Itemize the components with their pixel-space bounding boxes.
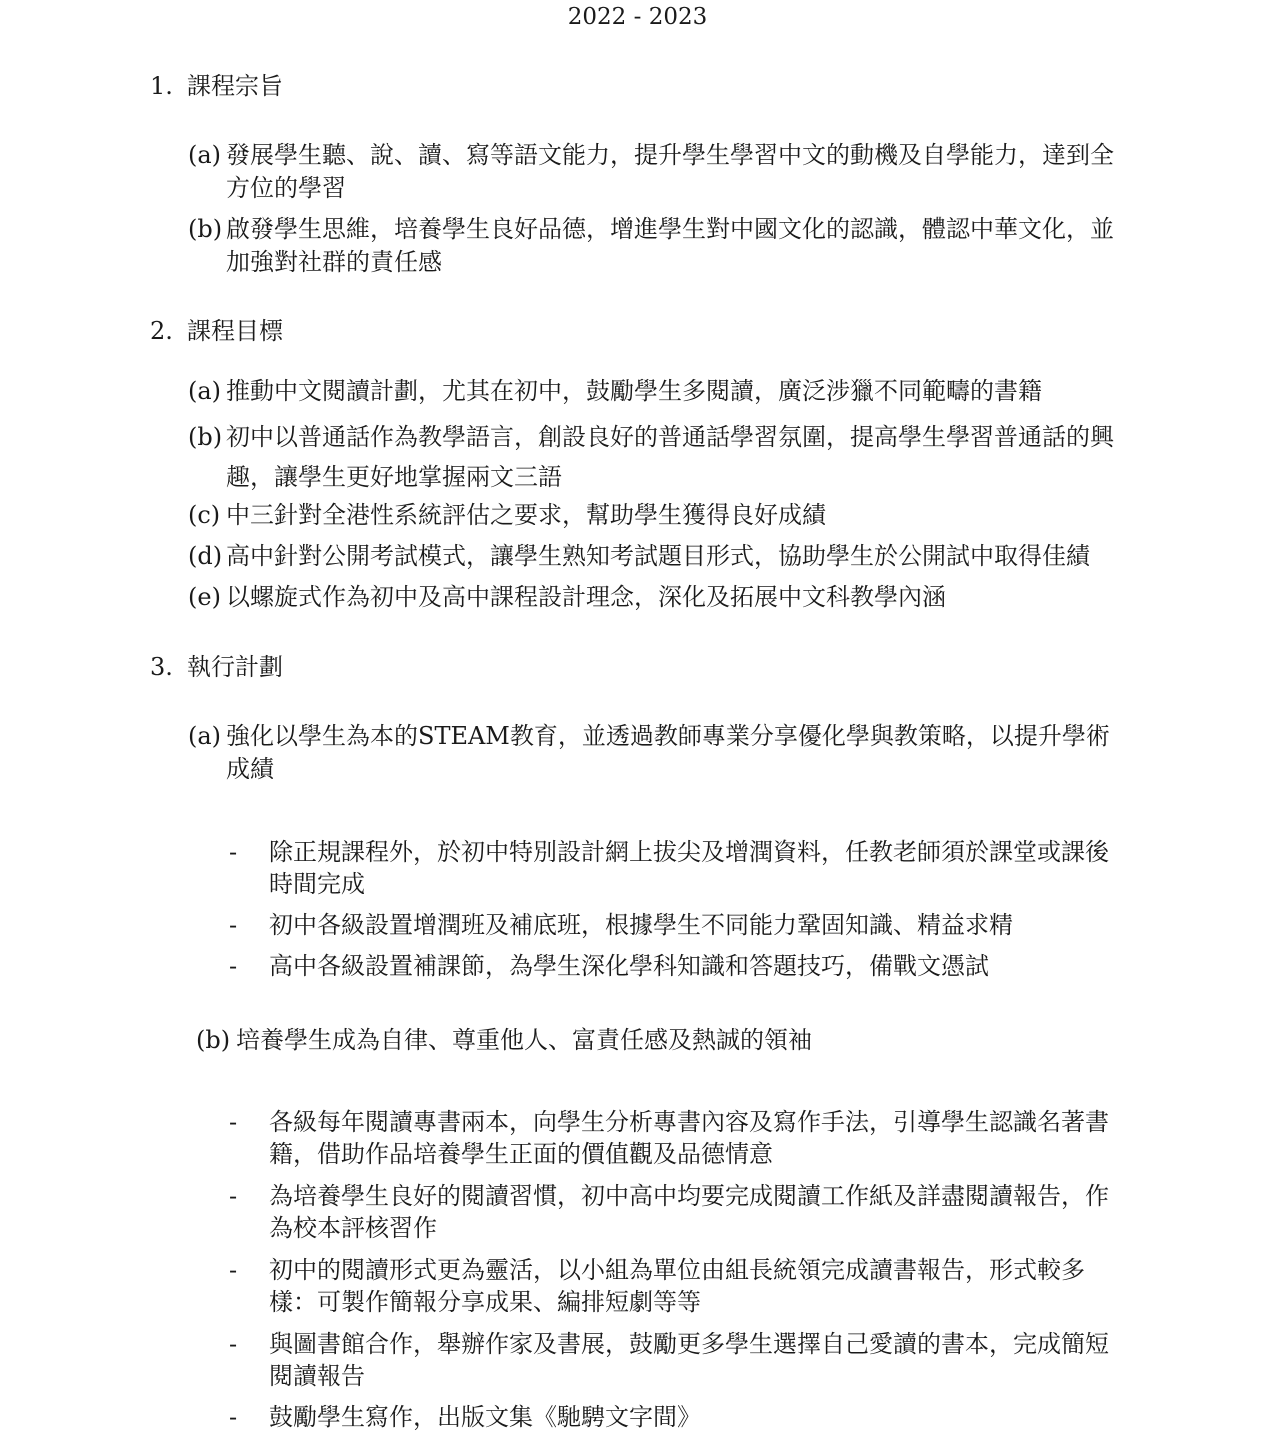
bullet-marker: - <box>229 911 238 939</box>
list-item <box>188 720 1133 786</box>
bullet-marker: - <box>229 1182 238 1210</box>
item-text: 發展學生聽、說、讀、寫等語文能力，提升學生學習中文的動機及自學能力，達到全方位的學習 <box>226 141 1114 202</box>
section-number: 1. <box>150 72 173 100</box>
section-heading <box>150 647 283 682</box>
section-heading <box>150 66 283 101</box>
list-item <box>196 1024 1141 1057</box>
bullet-marker: - <box>229 952 238 980</box>
section-number: 2. <box>150 317 173 345</box>
section-title: 課程宗旨 <box>187 72 283 100</box>
item-label: (a) <box>188 722 222 750</box>
bullet-text: 鼓勵學生寫作，出版文集《馳騁文字間》 <box>269 1403 701 1431</box>
bullet-item <box>229 1401 1129 1433</box>
item-label: (d) <box>188 542 223 570</box>
item-text: 強化以學生為本的STEAM教育，並透過教師專業分享優化學與教策略，以提升學術成績 <box>226 722 1110 783</box>
list-item <box>188 499 1133 532</box>
bullet-item <box>229 1106 1129 1170</box>
section-title: 課程目標 <box>187 317 283 345</box>
bullet-text: 初中各級設置增潤班及補底班，根據學生不同能力鞏固知識、精益求精 <box>269 911 1013 939</box>
bullet-text: 高中各級設置補課節，為學生深化學科知識和答題技巧，備戰文憑試 <box>269 952 989 980</box>
bullet-item <box>229 909 1129 941</box>
list-item <box>188 417 1133 497</box>
bullet-text: 與圖書館合作，舉辦作家及書展，鼓勵更多學生選擇自己愛讀的書本，完成簡短閱讀報告 <box>269 1330 1109 1390</box>
item-text: 啟發學生思維，培養學生良好品德，增進學生對中國文化的認識，體認中華文化，並加強對社群的責任感 <box>226 215 1114 276</box>
document-year: 2022 - 2023 <box>567 4 708 30</box>
bullet-item <box>229 836 1129 900</box>
bullet-item <box>229 950 1129 982</box>
list-item <box>188 375 1133 408</box>
bullet-marker: - <box>229 1330 238 1358</box>
item-text: 培養學生成為自律、尊重他人、富責任感及熱誠的領袖 <box>236 1026 812 1054</box>
item-text: 推動中文閱讀計劃，尤其在初中，鼓勵學生多閱讀，廣泛涉獵不同範疇的書籍 <box>226 377 1042 405</box>
list-item <box>188 581 1133 614</box>
bullet-item <box>229 1328 1129 1392</box>
item-text: 中三針對全港性系統評估之要求，幫助學生獲得良好成績 <box>226 501 826 529</box>
item-label: (c) <box>188 501 221 529</box>
bullet-marker: - <box>229 838 238 866</box>
bullet-text: 除正規課程外，於初中特別設計網上拔尖及增潤資料，任教老師須於課堂或課後時間完成 <box>269 838 1109 898</box>
item-text: 高中針對公開考試模式，讓學生熟知考試題目形式，協助學生於公開試中取得佳績 <box>226 542 1090 570</box>
list-item <box>188 139 1133 205</box>
section-heading <box>150 311 283 346</box>
list-item <box>188 213 1133 279</box>
item-label: (a) <box>188 141 222 169</box>
item-label: (b) <box>196 1026 231 1054</box>
bullet-marker: - <box>229 1108 238 1136</box>
bullet-marker: - <box>229 1403 238 1431</box>
item-text: 以螺旋式作為初中及高中課程設計理念，深化及拓展中文科教學內涵 <box>226 583 946 611</box>
item-label: (e) <box>188 583 221 611</box>
bullet-item <box>229 1254 1129 1318</box>
item-label: (a) <box>188 377 222 405</box>
section-title: 執行計劃 <box>187 653 283 681</box>
item-label: (b) <box>188 423 223 451</box>
section-number: 3. <box>150 653 173 681</box>
bullet-marker: - <box>229 1256 238 1284</box>
list-item <box>188 540 1133 573</box>
bullet-item <box>229 1180 1129 1244</box>
bullet-text: 各級每年閱讀專書兩本，向學生分析專書內容及寫作手法，引導學生認識名著書籍，借助作品培養學生正面的價值觀及品德情意 <box>269 1108 1109 1168</box>
bullet-text: 為培養學生良好的閱讀習慣，初中高中均要完成閱讀工作紙及詳盡閱讀報告，作為校本評核習作 <box>269 1182 1109 1242</box>
item-text: 初中以普通話作為教學語言，創設良好的普通話學習氛圍，提高學生學習普通話的興趣，讓學生更好地掌握兩文三語 <box>226 423 1114 491</box>
bullet-text: 初中的閱讀形式更為靈活，以小組為單位由組長統領完成讀書報告，形式較多樣：可製作簡報分享成果、編排短劇等等 <box>269 1256 1085 1316</box>
item-label: (b) <box>188 215 223 243</box>
